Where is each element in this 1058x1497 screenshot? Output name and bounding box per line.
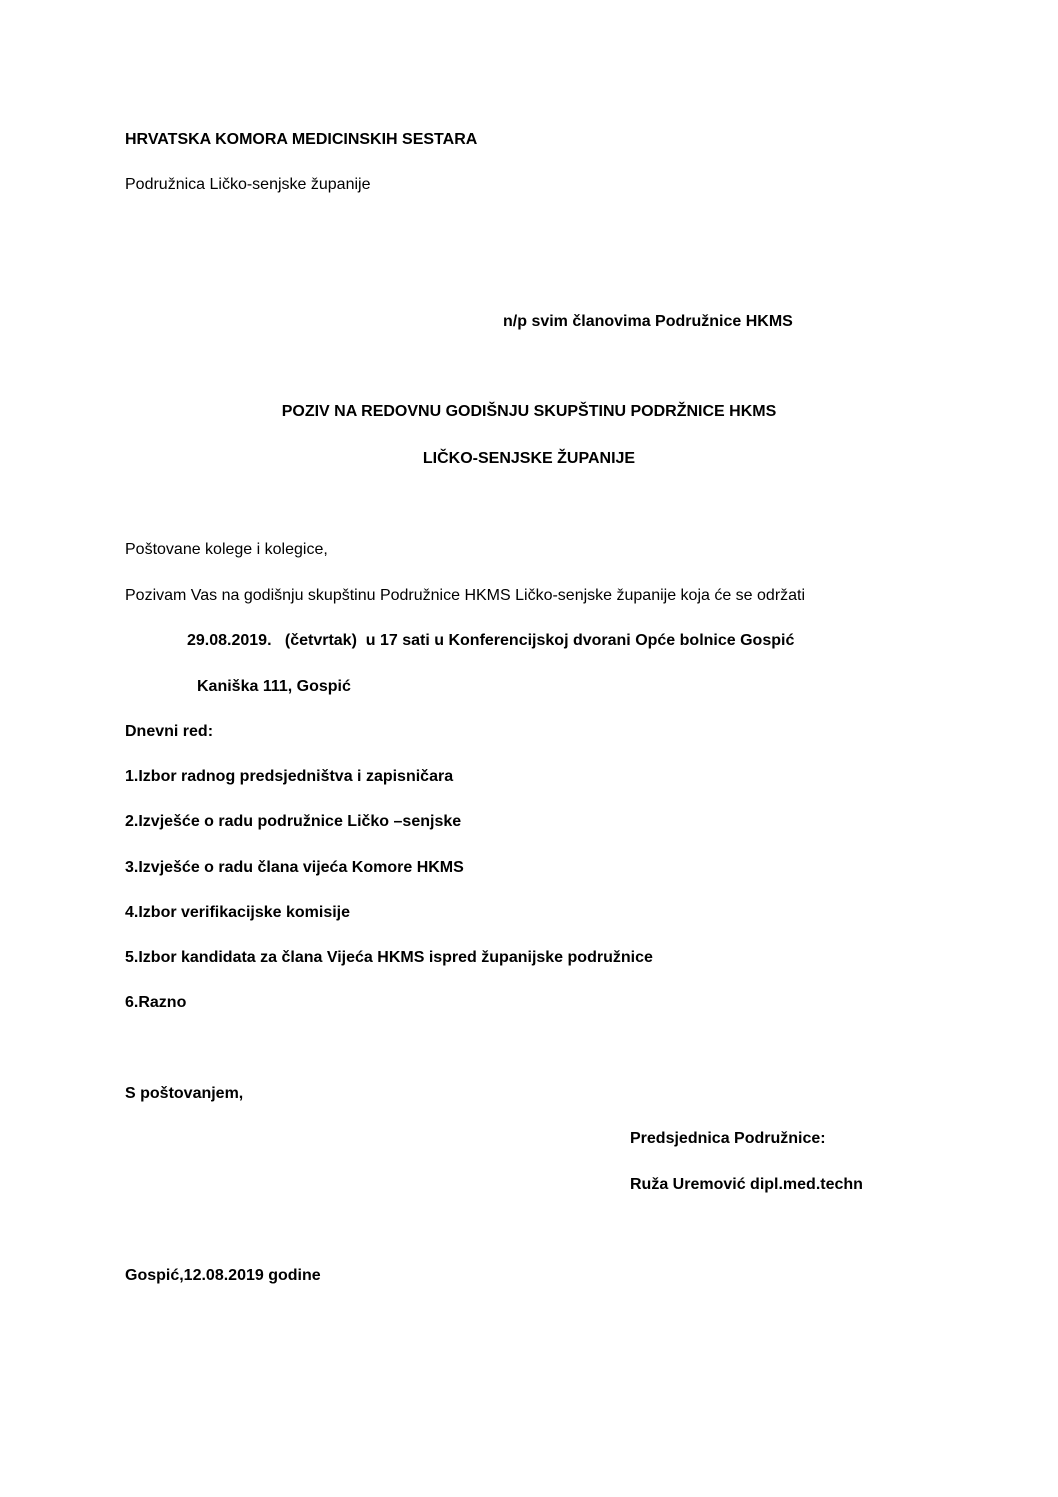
meeting-date-location: 29.08.2019. (četvrtak) u 17 sati u Konferencijskoj dvorani Opće bolnice Gospić xyxy=(187,632,795,649)
agenda-item: 3.Izvješće o radu člana vijeća Komore HKMS xyxy=(125,859,464,876)
agenda-heading: Dnevni red: xyxy=(125,723,214,740)
signer-title: Predsjednica Podružnice: xyxy=(630,1130,826,1147)
meeting-address: Kaniška 111, Gospić xyxy=(197,678,351,695)
invitation-text: Pozivam Vas na godišnju skupštinu Podružnice HKMS Ličko-senjske županije koja će se održati xyxy=(125,587,806,604)
branch-name: Podružnica Ličko-senjske županije xyxy=(125,176,371,193)
agenda-item: 5.Izbor kandidata za člana Vijeća HKMS ispred županijske podružnice xyxy=(125,949,653,966)
greeting: Poštovane kolege i kolegice, xyxy=(125,541,328,558)
addressee: n/p svim članovima Podružnice HKMS xyxy=(503,313,793,330)
closing-salutation: S poštovanjem, xyxy=(125,1085,244,1102)
agenda-item: 6.Razno xyxy=(125,994,187,1011)
signer-name: Ruža Uremović dipl.med.techn xyxy=(630,1176,863,1193)
document-title-line-2: LIČKO-SENJSKE ŽUPANIJE xyxy=(422,450,636,467)
document-title-line-1: POZIV NA REDOVNU GODIŠNJU SKUPŠTINU PODRŽNICE HKMS xyxy=(281,403,777,420)
organization-name: HRVATSKA KOMORA MEDICINSKIH SESTARA xyxy=(125,131,478,148)
place-and-date: Gospić,12.08.2019 godine xyxy=(125,1267,321,1284)
agenda-item: 4.Izbor verifikacijske komisije xyxy=(125,904,351,921)
agenda-item: 1.Izbor radnog predsjedništva i zapisničara xyxy=(125,768,454,785)
agenda-item: 2.Izvješće o radu podružnice Ličko –senjske xyxy=(125,813,462,830)
